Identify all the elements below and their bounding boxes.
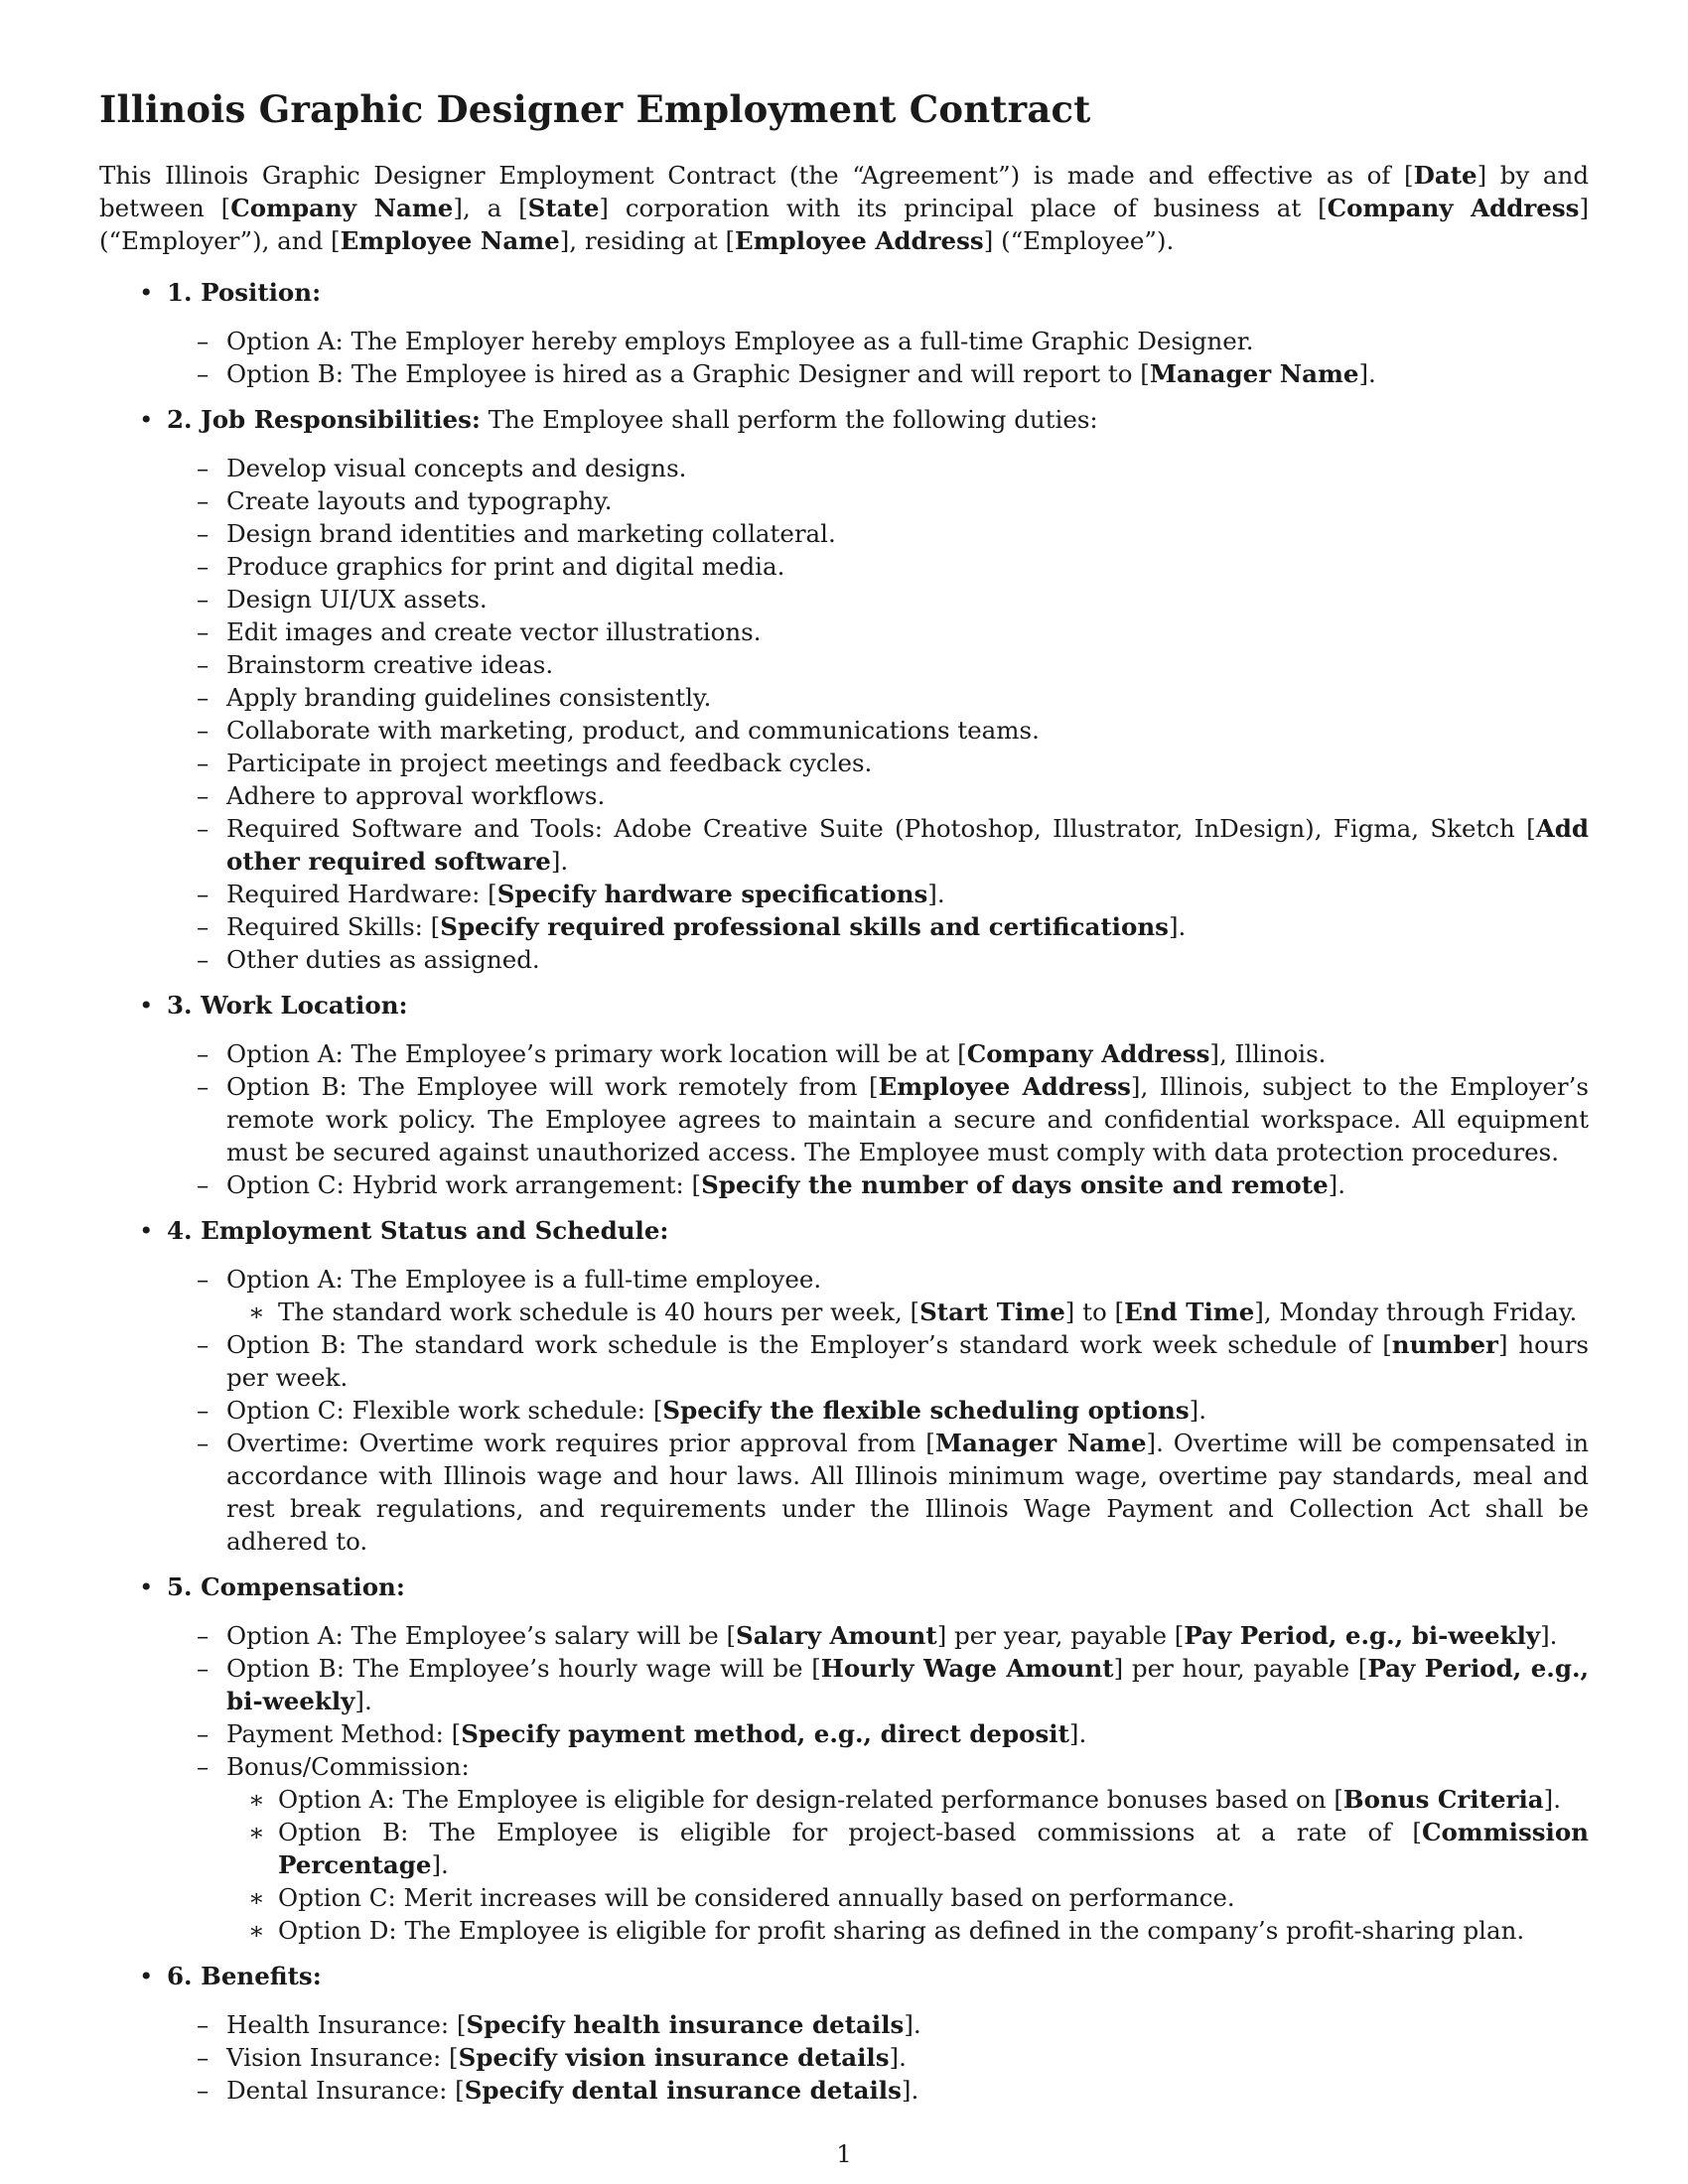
bullet-icon: • [139, 991, 154, 1020]
duty-item: – Participate in project meetings and feedback cycles. [197, 749, 873, 777]
section-position [99, 276, 1589, 390]
list-item: – Option A: The Employee is a full-time employee. ∗ The standard work schedule is 40 hours per week, [Start Time] to [End Time], Monday through Friday. [167, 1263, 1589, 1328]
placeholder-state: State [527, 194, 600, 222]
required-skills-item: – Required Skills: [Specify required professional skills and certifications]. [197, 912, 1187, 941]
page-number: 1 [836, 2139, 852, 2168]
section-work-location [99, 989, 1589, 1201]
list-item: – Option A: The Employer hereby employs Employee as a full-time Graphic Designer. [197, 327, 1254, 355]
intro-paragraph: This Illinois Graphic Designer Employment Contract (the “Agreement”) is made and effective as of [Date] by and between [Company Name], a [State] corporation with its principal place of business at [Company Address] (“Employer”), and [Employee Name], residing at [Employee Address] (“Employee”). [99, 161, 1590, 255]
placeholder-company-name: Company Name [230, 194, 454, 222]
list-item: – Option A: The Employee’s salary will be [Salary Amount] per year, payable [Pay Period, e.g., bi-weekly]. [197, 1621, 1558, 1650]
duty-item: – Design UI/UX assets. [197, 585, 488, 614]
duty-item: – Design brand identities and marketing collateral. [197, 519, 836, 548]
list-item: – Option C: Flexible work schedule: [Specify the flexible scheduling options]. [197, 1396, 1206, 1425]
sub-list-item: ∗ Option D: The Employee is eligible for profit sharing as defined in the company’s profit-sharing plan. [248, 1916, 1525, 1945]
list-item: – Payment Method: [Specify payment method, e.g., direct deposit]. [197, 1719, 1087, 1748]
section-employment-status [99, 1214, 1589, 1558]
duty-item: – Collaborate with marketing, product, and communications teams. [197, 716, 1040, 745]
duty-item: – Develop visual concepts and designs. [197, 454, 687, 482]
overtime-item: – Overtime: Overtime work requires prior approval from [Manager Name]. Overtime will be compensated in accordance with Illinois wage and hour laws. All Illinois minimum wage, overtime pay standards, meal and rest break regulations, and requirements under the Illinois Wage Payment and Collection Act shall be adhered to. [197, 1429, 1589, 1556]
list-item: – Option B: The Employee will work remotely from [Employee Address], Illinois, subject to the Employer’s remote work policy. The Employee agrees to maintain a secure and confidential workspace. All equipment must be secured against unauthorized access. The Employee must comply with data protection procedures. [197, 1072, 1589, 1166]
section-heading: 1. Position: [167, 278, 322, 307]
duty-item: – Create layouts and typography. [197, 486, 613, 515]
required-software-item: – Required Software and Tools: Adobe Creative Suite (Photoshop, Illustrator, InDesign), Figma, Sketch [Add other required software]. [197, 814, 1589, 876]
duty-item: – Edit images and create vector illustrations. [197, 617, 762, 646]
sub-list-item: ∗ The standard work schedule is 40 hours per week, [Start Time] to [End Time], Monday through Friday. [248, 1297, 1578, 1326]
section-heading: 6. Benefits: [167, 1962, 322, 1990]
section-heading: 2. Job Responsibilities: [167, 405, 481, 434]
required-hardware-item: – Required Hardware: [Specify hardware specifications]. [197, 880, 945, 908]
section-heading: 5. Compensation: [167, 1572, 405, 1601]
bonus-item: – Bonus/Commission: ∗ Option A: The Employee is eligible for design-related performance bonuses based on [Bonus Criteria]. ∗ Option B: The Employee is eligible for project-based commissions at a rate of [Commission Percentage]. ∗ Option C: Merit increases will be considered annually based on performance. ∗ Option D: The Employee is eligible for profit sharing as defined in the company’s profit-sharing plan. [197, 1752, 1589, 1945]
section-compensation [99, 1570, 1589, 1947]
bullet-icon: • [139, 278, 154, 307]
list-item: – Option B: The Employee is hired as a Graphic Designer and will report to [Manager Name]. [197, 359, 1376, 388]
bullet-icon: • [139, 405, 154, 434]
list-item: – Option B: The standard work schedule is the Employer’s standard work week schedule of [number] hours per week. [197, 1330, 1589, 1392]
duty-item: – Apply branding guidelines consistently. [197, 683, 712, 712]
bullet-icon: • [139, 1216, 154, 1245]
list-item: – Health Insurance: [Specify health insurance details]. [197, 2010, 921, 2039]
section-job-responsibilities: • 2. Job Responsibilities: The Employee shall perform the following duties: – Develop visual concepts and designs. – Create layouts and typography. – Design brand identities and marketing collateral. – Produce graphics for print and digital media. – Design UI/UX assets. – Edit images and create vector illustrations. – Brainstorm creative ideas. – Apply branding guidelines consistently. – Collaborate with marketing, product, and communications teams. – Participate in project meetings and feedback cycles. – Adhere to approval workflows. – Required Software and Tools: Adobe Creative Suite (Photoshop, Illustrator, InDesign), Figma, Sketch [Add other required software]. – Required Hardware: [Specify hardware specifications]. – Required Skills: [Specify required professional skills and certifications]. – Other duties as assigned. [139, 405, 1589, 974]
bullet-icon: • [139, 1962, 154, 1990]
list-item: – Vision Insurance: [Specify vision insurance details]. [197, 2043, 907, 2072]
placeholder-employee-name: Employee Name [340, 226, 560, 255]
list-item: – Option A: The Employee’s primary work location will be at [Company Address], Illinois. [197, 1039, 1327, 1068]
section-heading: 3. Work Location: [167, 991, 408, 1020]
list-item: – Dental Insurance: [Specify dental insurance details]. [197, 2076, 919, 2105]
section-heading: 4. Employment Status and Schedule: [167, 1216, 669, 1245]
sub-list-item: ∗ Option A: The Employee is eligible for design-related performance bonuses based on [Bonus Criteria]. [248, 1785, 1561, 1814]
sections-list [99, 276, 1589, 2119]
duty-item: – Other duties as assigned. [197, 945, 540, 974]
placeholder-date: Date [1413, 161, 1477, 190]
placeholder-employee-address: Employee Address [735, 226, 984, 255]
bullet-icon: • [139, 1572, 154, 1601]
list-item: – Option C: Hybrid work arrangement: [Specify the number of days onsite and remote]. [197, 1170, 1346, 1199]
duty-item: – Brainstorm creative ideas. [197, 650, 554, 679]
sub-list-item: ∗ Option B: The Employee is eligible for project-based commissions at a rate of [Commission Percentage]. [248, 1818, 1589, 1879]
duty-item: – Adhere to approval workflows. [197, 781, 606, 810]
document-title: Illinois Graphic Designer Employment Contract [99, 87, 1091, 131]
sub-list-item: ∗ Option C: Merit increases will be considered annually based on performance. [248, 1883, 1235, 1912]
placeholder-company-address: Company Address [1327, 194, 1580, 222]
list-item: – Option B: The Employee’s hourly wage will be [Hourly Wage Amount] per hour, payable [Pay Period, e.g., bi-weekly]. [197, 1654, 1590, 1715]
duty-item: – Produce graphics for print and digital media. [197, 552, 785, 581]
section-benefits [99, 1960, 1589, 2107]
